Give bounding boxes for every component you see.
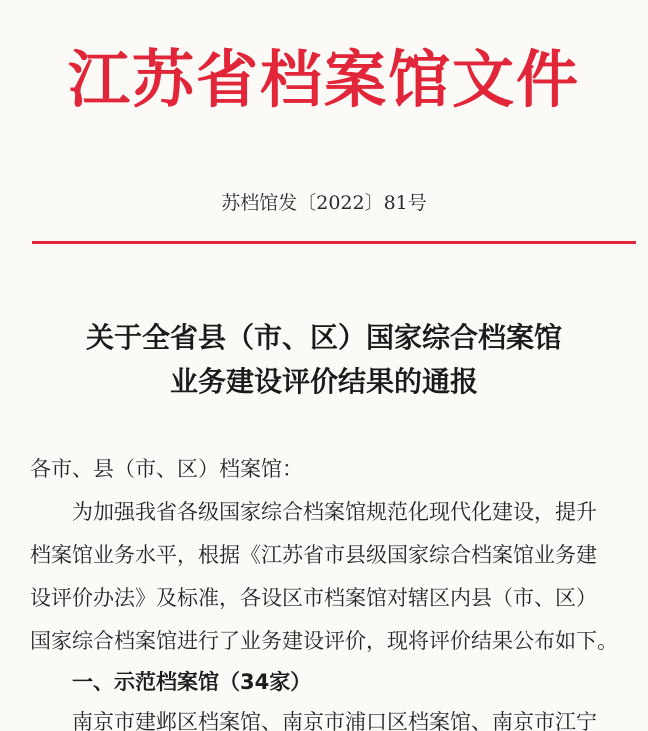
paragraph-line-2: 档案馆业务水平，根据《江苏省市县级国家综合档案馆业务建 bbox=[30, 543, 597, 567]
paragraph-line-4: 国家综合档案馆进行了业务建设评价，现将评价结果公布如下。 bbox=[30, 629, 618, 653]
document-number: 苏档馆发〔2022〕81号 bbox=[221, 192, 427, 214]
section-1-first-line: 南京市建邺区档案馆、南京市浦口区档案馆、南京市江宁 bbox=[30, 710, 597, 731]
paragraph-line-1: 为加强我省各级国家综合档案馆规范化现代化建设，提升 bbox=[30, 500, 597, 524]
section-heading-demonstration-archives: 一、示范档案馆（34家） bbox=[72, 670, 312, 694]
masthead-title: 江苏省档案馆文件 bbox=[67, 43, 580, 116]
notice-title-line-2: 业务建设评价结果的通报 bbox=[169, 365, 478, 398]
salutation: 各市、县（市、区）档案馆： bbox=[30, 457, 303, 481]
paragraph-line-3: 设评价办法》及标准，各设区市档案馆对辖区内县（市、区） bbox=[30, 586, 597, 610]
red-separator-line bbox=[32, 241, 636, 244]
notice-title-line-1: 关于全省县（市、区）国家综合档案馆 bbox=[85, 321, 562, 354]
